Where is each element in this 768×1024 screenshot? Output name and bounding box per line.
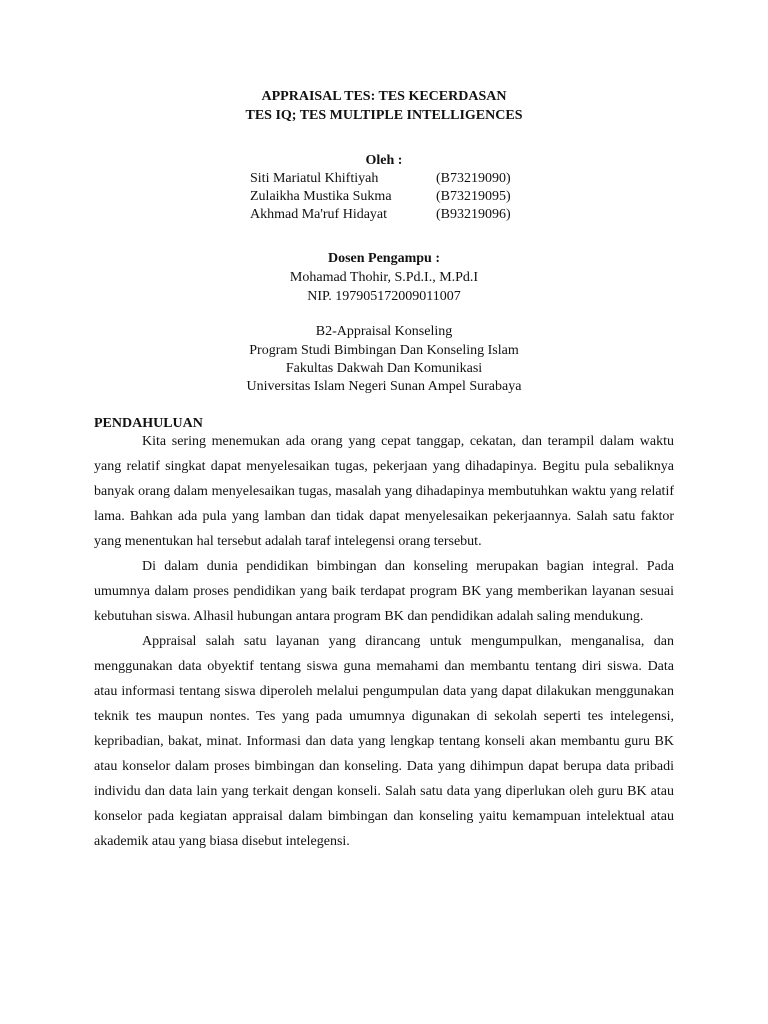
authors-heading: Oleh : (365, 153, 403, 168)
title-line-2: TES IQ; TES MULTIPLE INTELLIGENCES (245, 108, 523, 123)
section-body (94, 429, 674, 854)
author-name: Akhmad Ma'ruf Hidayat (250, 207, 388, 222)
author-name: Zulaikha Mustika Sukma (250, 189, 392, 204)
course-name: B2-Appraisal Konseling (315, 324, 453, 339)
lecturer-nip: NIP. 197905172009011007 (307, 289, 461, 304)
lecturer-name: Mohamad Thohir, S.Pd.I., M.Pd.I (289, 270, 479, 285)
paragraph: Kita sering menemukan ada orang yang cepat tanggap, cekatan, dan terampil dalam waktu yang relatif singkat dapat menyelesaikan tugas, pekerjaan yang dihadapinya. Begitu pula sebaliknya banyak orang dalam menyelesaikan tugas, masalah yang dihadapinya membutuhkan waktu yang relatif lama. Bahkan ada pula yang lamban dan tidak dapat menyelesaikan pekerjaannya. Salah satu faktor yang menentukan hal tersebut adalah taraf intelegensi orang tersebut. (94, 434, 674, 549)
title-line-1: APPRAISAL TES: TES KECERDASAN (261, 89, 507, 104)
paragraph: Di dalam dunia pendidikan bimbingan dan konseling merupakan bagian integral. Pada umumnya dalam proses pendidikan yang baik terdapat program BK yang memberikan layanan sesuai kebutuhan siswa. Alhasil hubungan antara program BK dan pendidikan adalah saling mendukung. (94, 559, 674, 624)
author-nim: (B73219090) (436, 171, 511, 186)
faculty-name: Fakultas Dakwah Dan Komunikasi (285, 361, 483, 376)
author-nim: (B73219095) (436, 189, 511, 204)
lecturer-heading: Dosen Pengampu : (327, 251, 440, 266)
study-program: Program Studi Bimbingan Dan Konseling Islam (249, 343, 519, 358)
author-nim: (B93219096) (436, 207, 511, 222)
author-name: Siti Mariatul Khiftiyah (250, 171, 379, 186)
paragraph: Appraisal salah satu layanan yang dirancang untuk mengumpulkan, menganalisa, dan menggunakan data obyektif tentang siswa guna memahami dan membantu tentang diri siswa. Data atau informasi tentang siswa diperoleh melalui pengumpulan data yang dapat dilakukan menggunakan teknik tes maupun nontes. Tes yang pada umumnya digunakan di sekolah seperti tes intelegensi, kepribadian, bakat, minat. Informasi dan data yang lengkap tentang konseli akan membantu guru BK atau konselor dalam proses bimbingan dan konseling. Data yang dihimpun dapat berupa data pribadi individu dan data lain yang terkait dengan konseli. Salah satu data yang diperlukan oleh guru BK atau konselor pada kegiatan appraisal dalam bimbingan dan konseling yaitu kemampuan intelektual atau akademik atau yang biasa disebut intelegensi. (94, 634, 674, 849)
section-heading: PENDAHULUAN (94, 416, 203, 431)
university-name: Universitas Islam Negeri Sunan Ampel Surabaya (246, 379, 522, 394)
